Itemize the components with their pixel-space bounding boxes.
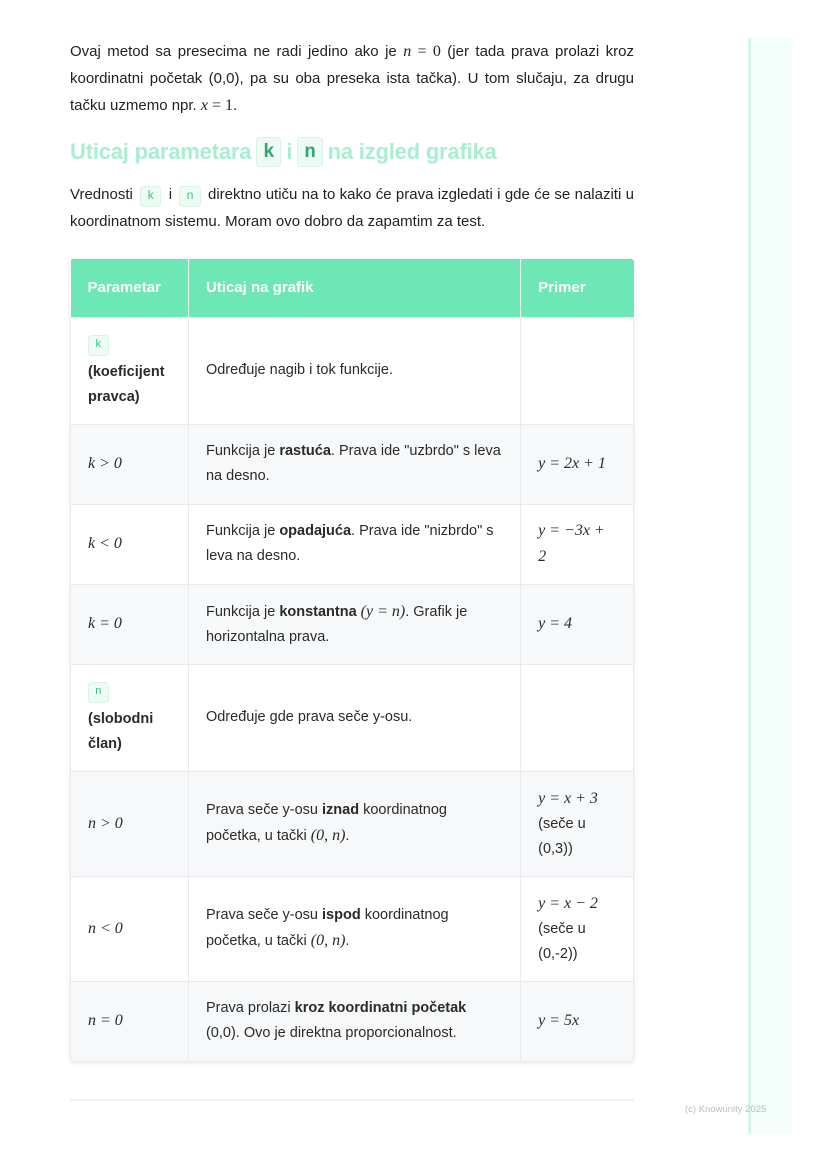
effect-bold: rastuća xyxy=(279,443,331,459)
intro-text: Ovaj metod sa presecima ne radi jedino ako je xyxy=(70,43,404,60)
intro-text-cont: (jer tada prava prolazi kroz koordinatni početak (0,0), pa su oba preseka ista tačka). U tom slučaju, za drugu tačku uzmemo npr. xyxy=(70,43,634,114)
example-cell xyxy=(521,504,634,584)
example-note: (seče u (0,-2)) xyxy=(538,920,586,962)
heading-text-and: i xyxy=(286,139,293,164)
footer-divider xyxy=(70,1099,634,1101)
effect-cell xyxy=(188,876,520,981)
table-row xyxy=(71,876,634,981)
example-math: y = x + 3 xyxy=(538,789,598,807)
code-chip-k: k xyxy=(140,186,161,207)
math-eq-zero: = 0 xyxy=(411,43,441,60)
effect-cell: Određuje gde prava seče y-osu. xyxy=(188,664,520,771)
example-math: y = 5x xyxy=(538,1012,580,1029)
math-x: x xyxy=(200,97,209,114)
effect-cell xyxy=(188,981,520,1061)
param-cell xyxy=(71,584,189,664)
param-label: (slobodni član) xyxy=(88,711,154,752)
content-column xyxy=(70,38,634,1062)
effect-text: Funkcija je xyxy=(205,523,280,539)
code-chip-n: n xyxy=(88,682,109,703)
table-row xyxy=(71,584,634,664)
effect-text: Prava seče y-osu xyxy=(205,802,323,818)
param-math: k = 0 xyxy=(88,615,122,632)
example-cell xyxy=(521,981,634,1061)
example-cell xyxy=(521,584,634,664)
section-text-and: i xyxy=(168,186,173,203)
param-cell xyxy=(71,981,189,1061)
copyright-text: (c) Knowunity 2025 xyxy=(685,1104,767,1115)
effect-cell xyxy=(188,504,520,584)
intro-period: . xyxy=(233,97,238,114)
table-row xyxy=(71,771,634,876)
effect-text-cont: (0,0). Ovo je direktna proporcionalnost. xyxy=(205,1025,457,1041)
header-parametar: Parametar xyxy=(71,259,189,317)
param-math: k < 0 xyxy=(88,535,122,552)
effect-text-cont: koordinatnog početka, u tački xyxy=(205,802,447,844)
param-cell xyxy=(71,317,189,424)
code-chip-n: n xyxy=(179,186,200,207)
table-row xyxy=(71,317,634,424)
effect-bold: ispod xyxy=(322,907,361,923)
header-uticaj: Uticaj na grafik xyxy=(188,259,520,317)
effect-text-cont: . Prava ide "uzbrdo" s leva na desno. xyxy=(205,443,501,484)
example-cell xyxy=(521,317,634,424)
table-row xyxy=(71,424,634,504)
param-cell xyxy=(71,876,189,981)
effect-text-cont: . Prava ide "nizbrdo" s leva na desno. xyxy=(205,523,494,564)
effect-bold: konstantna xyxy=(279,603,357,620)
example-note: (seče u (0,3)) xyxy=(538,815,586,857)
example-cell xyxy=(521,664,634,771)
param-cell xyxy=(71,771,189,876)
param-math: k > 0 xyxy=(88,455,122,472)
effect-math: (0, n) xyxy=(310,827,346,844)
side-decoration-strip xyxy=(748,38,792,1134)
effect-cell xyxy=(188,584,520,664)
header-primer: Primer xyxy=(521,259,634,317)
table-header-row xyxy=(71,259,634,317)
effect-bold: kroz koordinatni početak xyxy=(294,1000,467,1016)
effect-math: (0, n) xyxy=(310,932,346,949)
effect-bold: opadajuća xyxy=(279,523,352,539)
param-cell xyxy=(71,504,189,584)
param-math: n > 0 xyxy=(88,814,123,832)
table-row xyxy=(71,664,634,771)
example-cell xyxy=(521,876,634,981)
table-row xyxy=(71,981,634,1061)
effect-text: Funkcija je xyxy=(205,443,280,459)
param-math: n = 0 xyxy=(88,1012,123,1029)
example-cell xyxy=(521,771,634,876)
effect-text-cont: . Grafik je horizontalna prava. xyxy=(205,603,468,645)
effect-text: Prava prolazi xyxy=(205,1000,295,1016)
section-heading xyxy=(70,135,634,169)
effect-text-cont: koordinatnog početka, u tački xyxy=(205,907,449,949)
effect-cell: Određuje nagib i tok funkcije. xyxy=(188,317,520,424)
example-math: y = 4 xyxy=(538,615,573,632)
heading-text-2: na izgled grafika xyxy=(327,139,497,164)
parameters-table xyxy=(70,259,634,1062)
math-n: n xyxy=(403,43,412,60)
code-chip-k: k xyxy=(88,335,109,356)
section-text-cont: direktno utiču na to kako će prava izgledati i gde će se nalaziti u koordinatnom sistemu. Moram ovo dobro da zapamtim za test. xyxy=(70,186,634,230)
intro-paragraph xyxy=(70,38,634,119)
param-cell xyxy=(71,424,189,504)
section-text: Vrednosti xyxy=(70,186,133,203)
section-paragraph xyxy=(70,181,634,235)
effect-math: (y = n) xyxy=(356,602,406,620)
example-math: y = 2x + 1 xyxy=(538,455,606,472)
param-cell xyxy=(71,664,189,771)
math-eq-one: = 1 xyxy=(208,97,234,114)
heading-text-1: Uticaj parametara xyxy=(70,139,252,164)
code-chip-k: k xyxy=(256,137,281,167)
param-label: (koeficijent pravca) xyxy=(88,364,165,405)
example-math: y = x − 2 xyxy=(538,894,598,912)
param-math: n < 0 xyxy=(88,919,123,937)
effect-cell xyxy=(188,771,520,876)
table-row xyxy=(71,504,634,584)
effect-end: . xyxy=(345,933,350,949)
example-math: y = −3x + 2 xyxy=(538,522,605,565)
effect-text: Funkcija je xyxy=(205,603,280,620)
effect-text: Prava seče y-osu xyxy=(205,907,323,923)
code-chip-n: n xyxy=(297,137,322,167)
effect-bold: iznad xyxy=(322,802,360,818)
effect-end: . xyxy=(345,828,350,844)
example-cell xyxy=(521,424,634,504)
effect-cell xyxy=(188,424,520,504)
